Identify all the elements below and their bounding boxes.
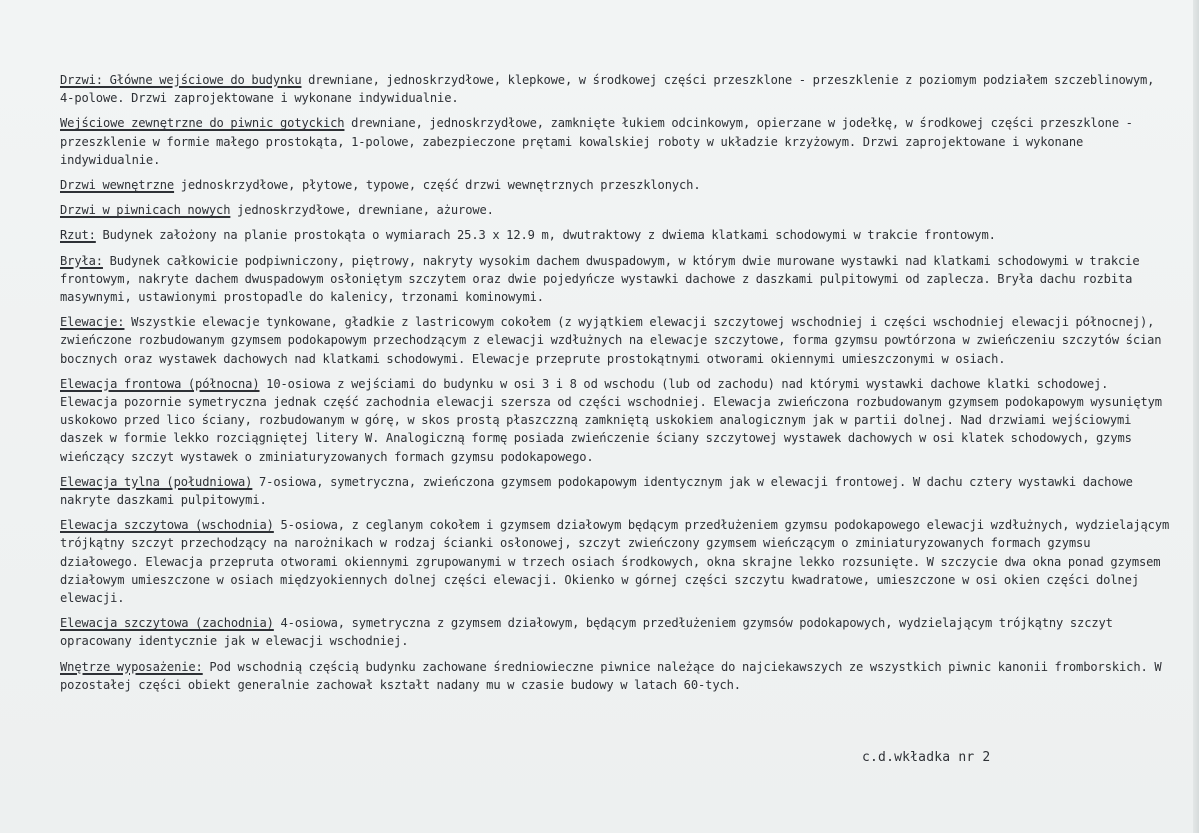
paragraph-bryla [60, 252, 1172, 307]
paragraph-wnetrze [60, 658, 1172, 694]
paragraph-label: Wnętrze wyposażenie: [60, 659, 203, 674]
continuation-note: c.d.wkładka nr 2 [862, 750, 991, 765]
paragraph-elewacja-wschodnia [60, 516, 1172, 607]
paragraph-label: Drzwi w piwnicach nowych [60, 203, 231, 218]
paragraph-label: Bryła: [60, 253, 103, 268]
document-body [60, 71, 1172, 701]
paragraph-text: drewniane, jednoskrzydłowe, zamknięte łukiem odcinkowym, opierzane w jodełkę, w środkowej części przeszklone - przeszklenie w formie małego prostokąta, 1-polowe, zabezpieczone prętami kowalskiej roboty w układzie krzyżowym. Drzwi zaprojektowane i wykonane indywidualnie. [60, 116, 1133, 167]
paragraph-wejsciowe-piwnice [60, 114, 1172, 169]
paragraph-drzwi-piwnice-nowe [60, 201, 1172, 219]
paragraph-text: jednoskrzydłowe, płytowe, typowe, część drzwi wewnętrznych przeszklonych. [174, 178, 701, 193]
paragraph-label: Rzut: [60, 228, 96, 243]
paragraph-label: Elewacja szczytowa (zachodnia) [60, 616, 274, 631]
paragraph-label: Elewacja frontowa (północna) [60, 376, 260, 391]
paragraph-elewacja-zachodnia [60, 614, 1172, 650]
paragraph-label: Elewacja szczytowa (wschodnia) [60, 518, 274, 533]
paragraph-elewacja-tylna [60, 473, 1172, 509]
paragraph-label: Drzwi: Główne wejściowe do budynku [60, 73, 302, 87]
paragraph-text: 10-osiowa z wejściami do budynku w osi 3 i 8 od wschodu (lub od zachodu) nad którymi wystawki dachowe klatki schodowej. Elewacja pozornie symetryczna jednak część zachodnia elewacji szersza od części wschodniej. Elewacja zwieńczona rozbudowanym gzymsem podokapowym wysuniętym uskokowo przed lico ściany, rozbudowanym w górę, w skos prostą płaszczzną zamkniętą uskokiem analogicznym jak w partii dolnej. Nad drzwiami wejściowymi daszek w formie lekko rozciągniętej litery W. Analogiczną formę posiada zwieńczenie ściany szczytowej wystawek dachowych w osi klatek schodowych, gzyms wieńczący szczyt wystawek o zminiaturyzowanych formach gzymsu podokapowego. [60, 376, 1162, 464]
page-edge [1193, 0, 1199, 833]
paragraph-label: Wejściowe zewnętrzne do piwnic gotyckich [60, 116, 345, 131]
paragraph-text: 4-osiowa, symetryczna z gzymsem działowym, będącym przedłużeniem gzymsów podokapowych, wydzielającym trójkątny szczyt opracowany identycznie jak w elewacji wschodniej. [60, 616, 1113, 649]
paragraph-text: 7-osiowa, symetryczna, zwieńczona gzymsem podokapowym identycznym jak w elewacji frontowej. W dachu cztery wystawki dachowe nakryte daszkami pulpitowymi. [60, 474, 1133, 508]
paragraph-text: 5-osiowa, z ceglanym cokołem i gzymsem działowym będącym przedłużeniem gzymsu podokapowego elewacji wzdłużnych, wydzielającym trójkątny szczyt przechodzący na narożnikach w rodzaj ścianki osłonowej, szczyt zwieńczony gzymsem wieńczącym o zminiaturyzowanych formach gzymsu działowego. Elewacja przepruta otworami okiennymi zgrupowanymi w trzech osiach środkowych, okna skrajne lekko rozsunięte. W szczycie dwa okna ponad gzymsem działowym umieszczone w osiach międzyokiennych dolnej części elewacji. Okienko w górnej części szczytu kwadratowe, umieszczone w osi okien części dolnej elewacji. [60, 518, 1170, 606]
paragraph-elewacja-frontowa [60, 375, 1172, 466]
paragraph-drzwi-glowne [60, 71, 1172, 107]
paragraph-rzut [60, 226, 1172, 244]
paragraph-text: Budynek założony na planie prostokąta o wymiarach 25.3 x 12.9 m, dwutraktowy z dwiema klatkami schodowymi w trakcie frontowym. [95, 228, 996, 243]
paragraph-label: Drzwi wewnętrzne [60, 178, 175, 193]
paragraph-label: Elewacja tylna (południowa) [60, 474, 253, 489]
paragraph-text: jednoskrzydłowe, drewniane, ażurowe. [230, 203, 494, 218]
paragraph-label: Elewacje: [60, 315, 125, 330]
paragraph-text: drewniane, jednoskrzydłowe, klepkowe, w środkowej części przeszklone - przeszklenie z poziomym podziałem szczeblinowym, 4-polowe. Drzwi zaprojektowane i wykonane indywidualnie. [60, 73, 1155, 106]
paragraph-drzwi-wewnetrzne [60, 176, 1172, 194]
paragraph-elewacje [60, 313, 1172, 368]
paragraph-text: Pod wschodnią częścią budynku zachowane średniowieczne piwnice należące do najciekawszych ze wszystkich piwnic kanonii fromborskich. W pozostałej części obiekt generalnie zachował kształt nadany mu w czasie budowy w latach 60-tych. [60, 659, 1162, 692]
paragraph-text: Budynek całkowicie podpiwniczony, piętrowy, nakryty wysokim dachem dwuspadowym, w którym dwie murowane wystawki nad klatkami schodowymi w trakcie frontowym, nakryte dachem dwuspadowym osłoniętym szczytem oraz dwie pojedyńcze wystawki dachowe z daszkami pulpitowymi od zaplecza. Bryła dachu rozbita masywnymi, ustawionymi prostopadle do kalenicy, trzonami kominowymi. [60, 253, 1140, 305]
paragraph-text: Wszystkie elewacje tynkowane, gładkie z lastricowym cokołem (z wyjątkiem elewacji szczytowej wschodniej i części wschodniej elewacji północnej), zwieńczone rozbudowanym gzymsem podokapowym przechodzącym z elewacji wzdłużnych na elewacje szczytowe, forma gzymsu powtórzona w zwieńczeniu szczytów ścian bocznych oraz wystawek dachowych nad klatkami schodowymi. Elewacje przeprute prostokątnymi otworami okiennymi umieszczonymi w osiach. [60, 315, 1162, 366]
